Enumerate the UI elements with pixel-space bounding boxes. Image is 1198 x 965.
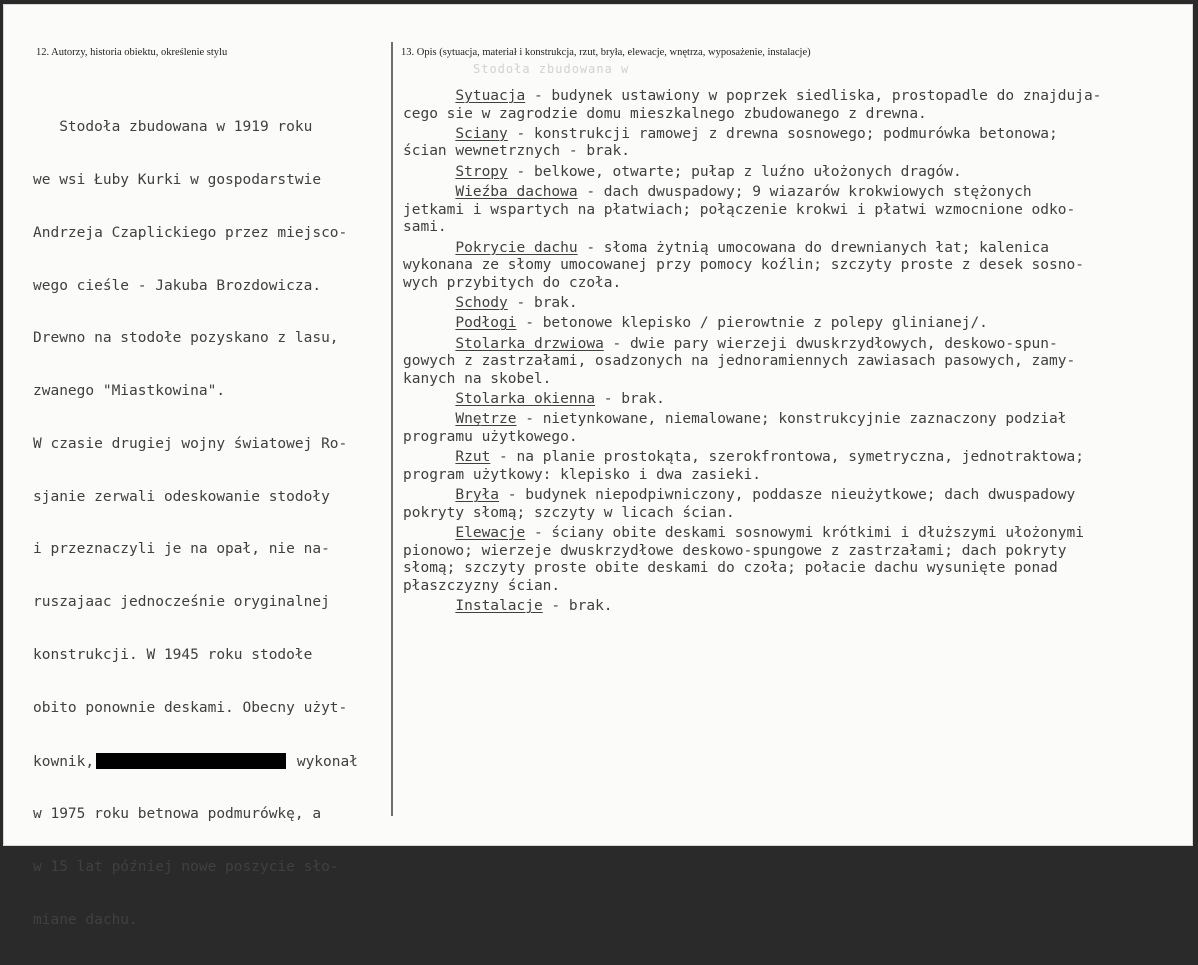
description-term: Stolarka drzwiowa bbox=[455, 335, 604, 352]
description-entry bbox=[403, 487, 1173, 522]
description-term: Instalacje bbox=[455, 597, 543, 614]
description-continuation-line: cego sie w zagrodzie domu mieszkalnego zbudowanego z drewna. bbox=[403, 105, 927, 122]
description-continuation-line: program użytkowy: klepisko i dwa zasieki. bbox=[403, 466, 761, 483]
description-value: - konstrukcji ramowej z drewna sosnowego; podmurówka betonowa; bbox=[507, 125, 1058, 142]
indent bbox=[403, 315, 455, 331]
description-first-line bbox=[403, 487, 1173, 505]
description-value: - brak. bbox=[595, 391, 665, 407]
description-value: - słoma żytnią umocowana do drewnianych łat; kalenica bbox=[577, 239, 1050, 256]
indent bbox=[403, 487, 455, 503]
history-line: Stodoła zbudowana w 1919 roku bbox=[33, 119, 313, 136]
owner-label: kownik, bbox=[33, 753, 95, 770]
description-value: - brak. bbox=[507, 294, 578, 311]
description-term: Stropy bbox=[455, 163, 508, 180]
description-term: Sytuacja bbox=[455, 88, 526, 104]
history-line: miane dachu. bbox=[33, 911, 138, 928]
history-line: W czasie drugiej wojny światowej Ro- bbox=[33, 435, 348, 452]
history-line-owner bbox=[33, 753, 383, 772]
description-first-line bbox=[403, 240, 1173, 258]
description-value: - budynek ustawiony w poprzek siedliska, prostopadle do znajduja- bbox=[525, 88, 1102, 104]
history-line: wego cieśle - Jakuba Brozdowicza. bbox=[33, 277, 322, 294]
indent bbox=[403, 411, 455, 427]
description-continuation-line: ścian wewnetrznych - brak. bbox=[403, 143, 630, 160]
document-page bbox=[3, 4, 1193, 928]
indent bbox=[403, 240, 455, 256]
description-entry bbox=[403, 295, 1173, 313]
description-continuation-line: wykonana ze słomy umocowanej przy pomocy koźlin; szczyty proste z desek sosno- bbox=[403, 257, 1084, 274]
description-value: - ściany obite deskami sosnowymi krótkimi i dłuższymi ułożonymi bbox=[525, 524, 1084, 541]
description-continuation-line: programu użytkowego. bbox=[403, 428, 578, 445]
history-line: i przeznaczyli je na opał, nie na- bbox=[33, 541, 330, 558]
description-value: - dwie pary wierzeji dwuskrzydłowych, deskowo-spun- bbox=[603, 335, 1058, 352]
description-entry bbox=[403, 88, 1173, 123]
description-entry bbox=[403, 411, 1173, 446]
description-continuation-line: słomą; szczyty proste obite deskami do czoła; połacie dachu wysunięte ponad bbox=[403, 560, 1058, 577]
description-continuation-line: pokryty słomą; szczyty w licach ścian. bbox=[403, 504, 735, 521]
indent bbox=[403, 598, 455, 614]
history-line: obito ponownie deskami. Obecny użyt- bbox=[33, 699, 348, 716]
description-value: - brak. bbox=[542, 597, 613, 614]
description-value: - na planie prostokąta, szerokfrontowa, symetryczna, jednotraktowa; bbox=[490, 449, 1084, 466]
history-line: we wsi Łuby Kurki w gospodarstwie bbox=[33, 171, 322, 188]
description-continuation-line: płaszczyzny ścian. bbox=[403, 577, 561, 594]
description-continuation-line: sami. bbox=[403, 219, 447, 236]
indent bbox=[403, 88, 455, 104]
history-line: Andrzeja Czaplickiego przez miejsco- bbox=[33, 224, 348, 241]
indent bbox=[403, 391, 455, 407]
history-line: Drewno na stodołe pozyskano z lasu, bbox=[33, 330, 339, 347]
description-term: Podłogi bbox=[455, 315, 517, 332]
description-entry bbox=[403, 240, 1173, 293]
description-term: Bryła bbox=[455, 487, 500, 504]
description-entry bbox=[403, 525, 1173, 595]
indent bbox=[403, 449, 455, 465]
redaction-bar bbox=[96, 753, 286, 769]
description-value: - nietynkowane, niemalowane; konstrukcyjnie zaznaczony podział bbox=[516, 411, 1067, 428]
description-value: - betonowe klepisko / pierowtnie z polepy glinianej/. bbox=[516, 315, 988, 332]
description-continuation-line: gowych z zastrzałami, osadzonych na jednoramiennych zawiasach pasowych, zamy- bbox=[403, 353, 1076, 370]
show-through-ghost-text: Stodoła zbudowana w bbox=[473, 62, 630, 76]
description-continuation-line: jetkami i wspartych na płatwiach; połączenie krokwi i płatwi wzmocnione odko- bbox=[403, 201, 1076, 218]
description-entry bbox=[403, 315, 1173, 333]
description-first-line bbox=[403, 295, 1173, 313]
history-line: zwanego "Miastkowina". bbox=[33, 383, 226, 400]
owner-line-tail: wykonał bbox=[288, 753, 358, 770]
description-text bbox=[403, 88, 1173, 618]
description-term: Wieźba dachowa bbox=[455, 184, 578, 201]
description-term: Stolarka okienna bbox=[455, 391, 596, 407]
description-entry bbox=[403, 336, 1173, 389]
description-first-line bbox=[403, 598, 1173, 616]
history-line: konstrukcji. W 1945 roku stodołe bbox=[33, 647, 313, 663]
description-entry bbox=[403, 391, 1173, 409]
indent bbox=[403, 336, 455, 352]
description-first-line bbox=[403, 391, 1173, 409]
description-first-line bbox=[403, 411, 1173, 429]
indent bbox=[403, 184, 455, 200]
description-first-line bbox=[403, 336, 1173, 354]
history-line: w 1975 roku betnowa podmurówkę, a bbox=[33, 806, 322, 823]
indent bbox=[403, 126, 455, 142]
description-value: - dach dwuspadowy; 9 wiazarów krokwiowych stężonych bbox=[577, 184, 1032, 201]
section-13-header: 13. Opis (sytuacja, materiał i konstrukcja, rzut, bryła, elewacje, wnętrza, wyposażenie, instalacje) bbox=[401, 47, 811, 58]
section-12-header: 12. Autorzy, historia obiektu, określenie stylu bbox=[36, 47, 228, 58]
description-first-line bbox=[403, 525, 1173, 543]
description-first-line bbox=[403, 164, 1173, 182]
description-term: Rzut bbox=[455, 449, 491, 466]
history-line: sjanie zerwali odeskowanie stodoły bbox=[33, 488, 330, 505]
description-entry bbox=[403, 126, 1173, 161]
description-continuation-line: pionowo; wierzeje dwuskrzydłowe deskowo-spungowe z zastrzałami; dach pokryty bbox=[403, 542, 1067, 559]
column-divider bbox=[391, 42, 393, 816]
history-line: ruszajaac jednocześnie oryginalnej bbox=[33, 594, 330, 611]
description-term: Schody bbox=[455, 294, 508, 311]
description-value: - belkowe, otwarte; pułap z luźno ułożonych dragów. bbox=[507, 163, 962, 180]
description-first-line bbox=[403, 126, 1173, 144]
description-first-line bbox=[403, 88, 1173, 106]
indent bbox=[403, 295, 455, 311]
description-entry bbox=[403, 184, 1173, 237]
indent bbox=[403, 525, 455, 541]
description-term: Pokrycie dachu bbox=[455, 239, 578, 256]
indent bbox=[403, 164, 455, 180]
description-entry bbox=[403, 164, 1173, 182]
description-term: Sciany bbox=[455, 125, 508, 142]
description-first-line bbox=[403, 184, 1173, 202]
history-text bbox=[33, 84, 383, 965]
description-continuation-line: wych przybitych do czoła. bbox=[403, 274, 622, 291]
description-first-line bbox=[403, 449, 1173, 467]
description-first-line bbox=[403, 315, 1173, 333]
description-value: - budynek niepodpiwniczony, poddasze nieużytkowe; dach dwuspadowy bbox=[499, 487, 1076, 504]
description-entry bbox=[403, 598, 1173, 616]
history-line: w 15 lat później nowe poszycie sło- bbox=[33, 859, 339, 876]
description-term: Wnętrze bbox=[455, 411, 517, 428]
description-term: Elewacje bbox=[455, 524, 526, 541]
description-entry bbox=[403, 449, 1173, 484]
description-continuation-line: kanych na skobel. bbox=[403, 370, 552, 387]
